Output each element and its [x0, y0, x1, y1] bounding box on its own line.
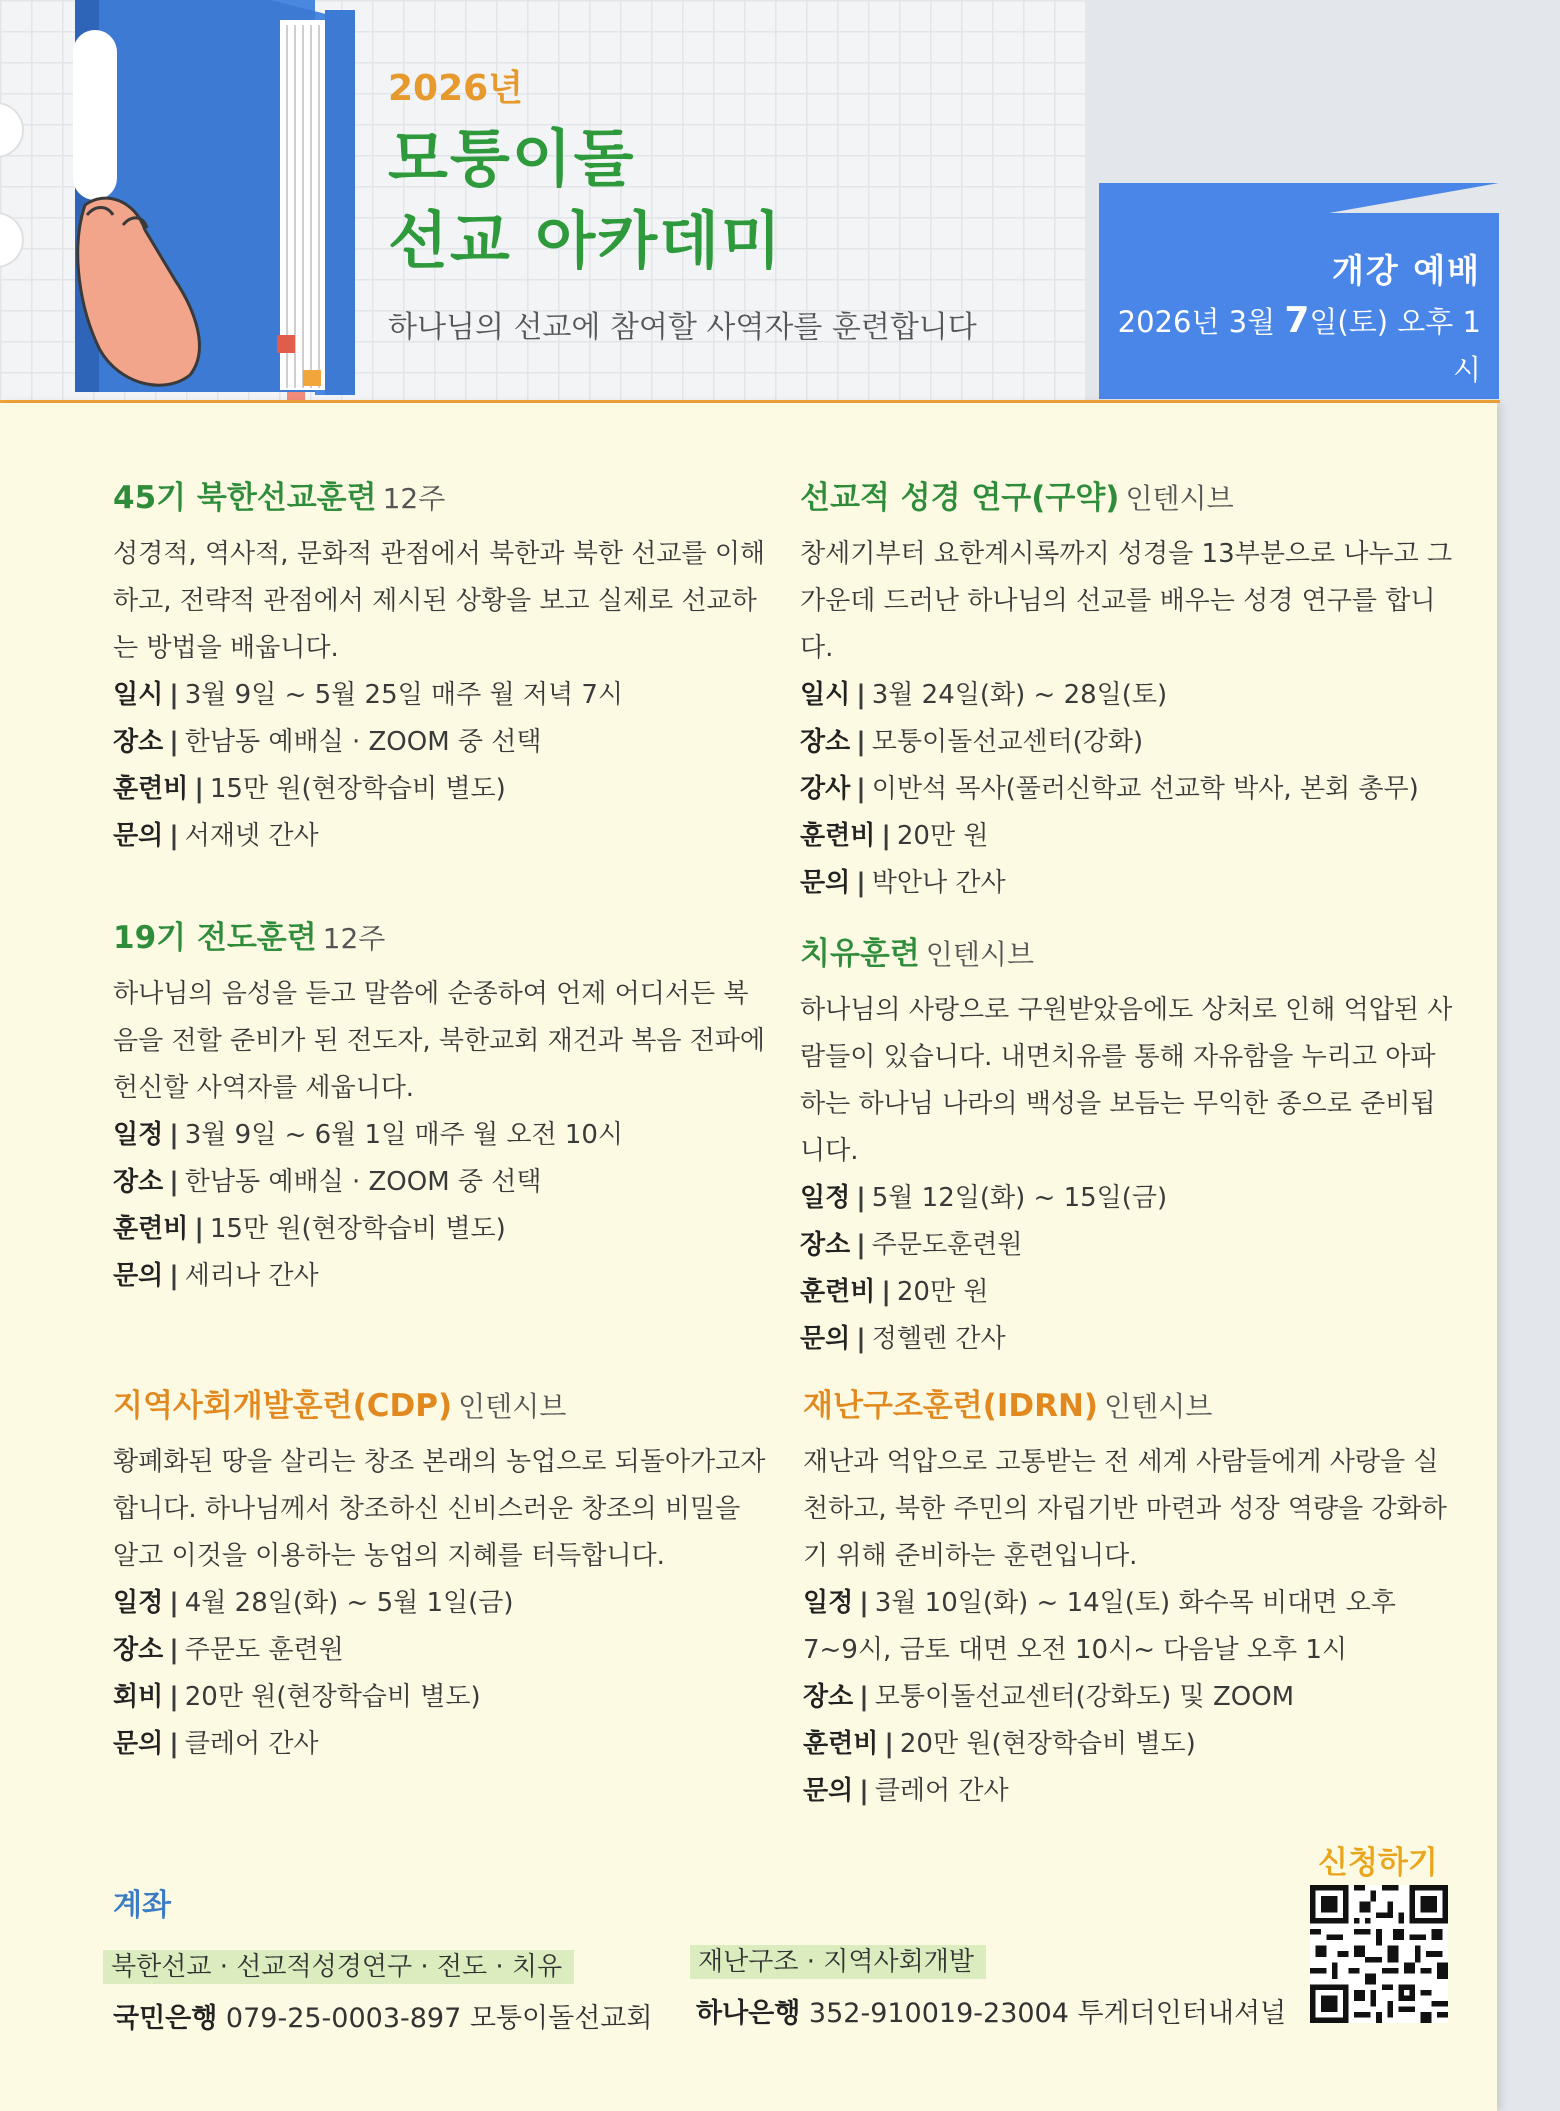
info-row: 문의 | 클레어 간사 — [113, 1729, 319, 1759]
info-row: 문의 | 클레어 간사 — [803, 1776, 1009, 1806]
info-row: 일시 | 3월 9일 ~ 5월 25일 매주 월 저녁 7시 — [113, 680, 624, 710]
section-title: 19기 전도훈련 12주 — [113, 920, 386, 956]
book-hand-illustration-icon — [25, 0, 365, 405]
account-group — [103, 1950, 652, 2040]
info-row: 장소 | 한남동 예배실 · ZOOM 중 선택 — [113, 727, 542, 757]
title-line-2: 선교 아카데미 — [388, 204, 783, 277]
section-healing — [800, 928, 1455, 1363]
info-row: 문의 | 서재넷 간사 — [113, 821, 319, 851]
account-group — [690, 1945, 1286, 2035]
info-row: 문의 | 박안나 간사 — [800, 868, 1006, 898]
section-cdp — [113, 1380, 773, 1768]
info-row: 장소 | 주문도 훈련원 — [113, 1635, 344, 1665]
info-row: 훈련비 | 15만 원(현장학습비 별도) — [113, 774, 506, 804]
info-row: 장소 | 모퉁이돌선교센터(강화도) 및 ZOOM — [803, 1682, 1295, 1712]
info-row: 일정 | 3월 9일 ~ 6월 1일 매주 월 오전 10시 — [113, 1120, 624, 1150]
info-row: 훈련비 | 20만 원(현장학습비 별도) — [803, 1729, 1196, 1759]
account-label: 북한선교 · 선교적성경연구 · 전도 · 치유 — [103, 1950, 574, 1984]
title-line-1: 모퉁이돌 — [388, 122, 636, 195]
info-row: 일정 | 5월 12일(화) ~ 15일(금) — [800, 1183, 1168, 1213]
opening-service-banner — [1099, 183, 1499, 399]
section-title: 지역사회개발훈련(CDP) 인텐시브 — [113, 1388, 567, 1424]
info-row: 회비 | 20만 원(현장학습비 별도) — [113, 1682, 481, 1712]
section-desc: 하나님의 사랑으로 구원받았음에도 상처로 인해 억압된 사람들이 있습니다. 내면치유를 통해 자유함을 누리고 아파하는 하나님 나라의 백성을 보듬는 무익한 종으로 준비됩니다. — [800, 995, 1453, 1166]
subtitle: 하나님의 선교에 참여할 사역자를 훈련합니다 — [388, 310, 977, 345]
section-idrn — [803, 1380, 1458, 1815]
info-row: 장소 | 주문도훈련원 — [800, 1230, 1023, 1260]
info-row: 장소 | 모퉁이돌선교센터(강화) — [800, 727, 1144, 757]
year: 2026년 — [388, 68, 523, 109]
info-row: 일정 | 4월 28일(화) ~ 5월 1일(금) — [113, 1588, 514, 1618]
section-title: 45기 북한선교훈련 12주 — [113, 480, 446, 516]
section-desc: 하나님의 음성을 듣고 말씀에 순종하여 언제 어디서든 복음을 전할 준비가 된 전도자, 북한교회 재건과 복음 전파에 헌신할 사역자를 세웁니다. — [113, 979, 766, 1103]
account-info: 국민은행 079-25-0003-897 모퉁이돌선교회 — [113, 2003, 653, 2034]
section-title: 치유훈련 인텐시브 — [800, 936, 1034, 972]
section-title: 선교적 성경 연구(구약) 인텐시브 — [800, 480, 1234, 516]
section-desc: 재난과 억압으로 고통받는 전 세계 사람들에게 사랑을 실천하고, 북한 주민의 자립기반 마련과 성장 역량을 강화하기 위해 준비하는 훈련입니다. — [803, 1447, 1447, 1571]
section-bible-study — [800, 472, 1455, 907]
banner-date: 2026년 3월 7일(토) 오후 1시 — [1117, 300, 1481, 387]
info-row: 문의 | 세리나 간사 — [113, 1261, 319, 1291]
section-nk-mission — [113, 472, 773, 860]
accounts-title: 계좌 — [113, 1888, 171, 1923]
info-row: 일시 | 3월 24일(화) ~ 28일(토) — [800, 680, 1168, 710]
info-row: 훈련비 | 20만 원 — [800, 821, 989, 851]
section-evangelism — [113, 912, 773, 1300]
info-row: 장소 | 한남동 예배실 · ZOOM 중 선택 — [113, 1167, 542, 1197]
section-title: 재난구조훈련(IDRN) 인텐시브 — [803, 1388, 1213, 1424]
apply-label: 신청하기 — [1318, 1845, 1438, 1881]
section-desc: 황폐화된 땅을 살리는 창조 본래의 농업으로 되돌아가고자 합니다. 하나님께서 창조하신 신비스러운 창조의 비밀을 알고 이것을 이용하는 농업의 지혜를 터득합니다. — [113, 1447, 766, 1571]
info-row: 문의 | 정헬렌 간사 — [800, 1324, 1006, 1354]
banner-title: 개강 예배 — [1331, 251, 1481, 290]
section-desc: 성경적, 역사적, 문화적 관점에서 북한과 북한 선교를 이해하고, 전략적 관점에서 제시된 상황을 보고 실제로 선교하는 방법을 배웁니다. — [113, 539, 766, 663]
page-title — [388, 118, 783, 282]
info-row: 일정 | 3월 10일(화) ~ 14일(토) 화수목 비대면 오후 7~9시, 금토 대면 오전 10시~ 다음날 오후 1시 — [803, 1588, 1396, 1665]
section-desc: 창세기부터 요한계시록까지 성경을 13부분으로 나누고 그 가운데 드러난 하나님의 선교를 배우는 성경 연구를 합니다. — [800, 539, 1453, 663]
qr-code-icon[interactable] — [1310, 1885, 1448, 2023]
info-row: 강사 | 이반석 목사(풀러신학교 선교학 박사, 본회 총무) — [800, 774, 1419, 804]
account-label: 재난구조 · 지역사회개발 — [690, 1945, 986, 1979]
info-row: 훈련비 | 15만 원(현장학습비 별도) — [113, 1214, 506, 1244]
account-info: 하나은행 352-910019-23004 투게더인터내셔널 — [696, 1998, 1287, 2029]
info-row: 훈련비 | 20만 원 — [800, 1277, 989, 1307]
